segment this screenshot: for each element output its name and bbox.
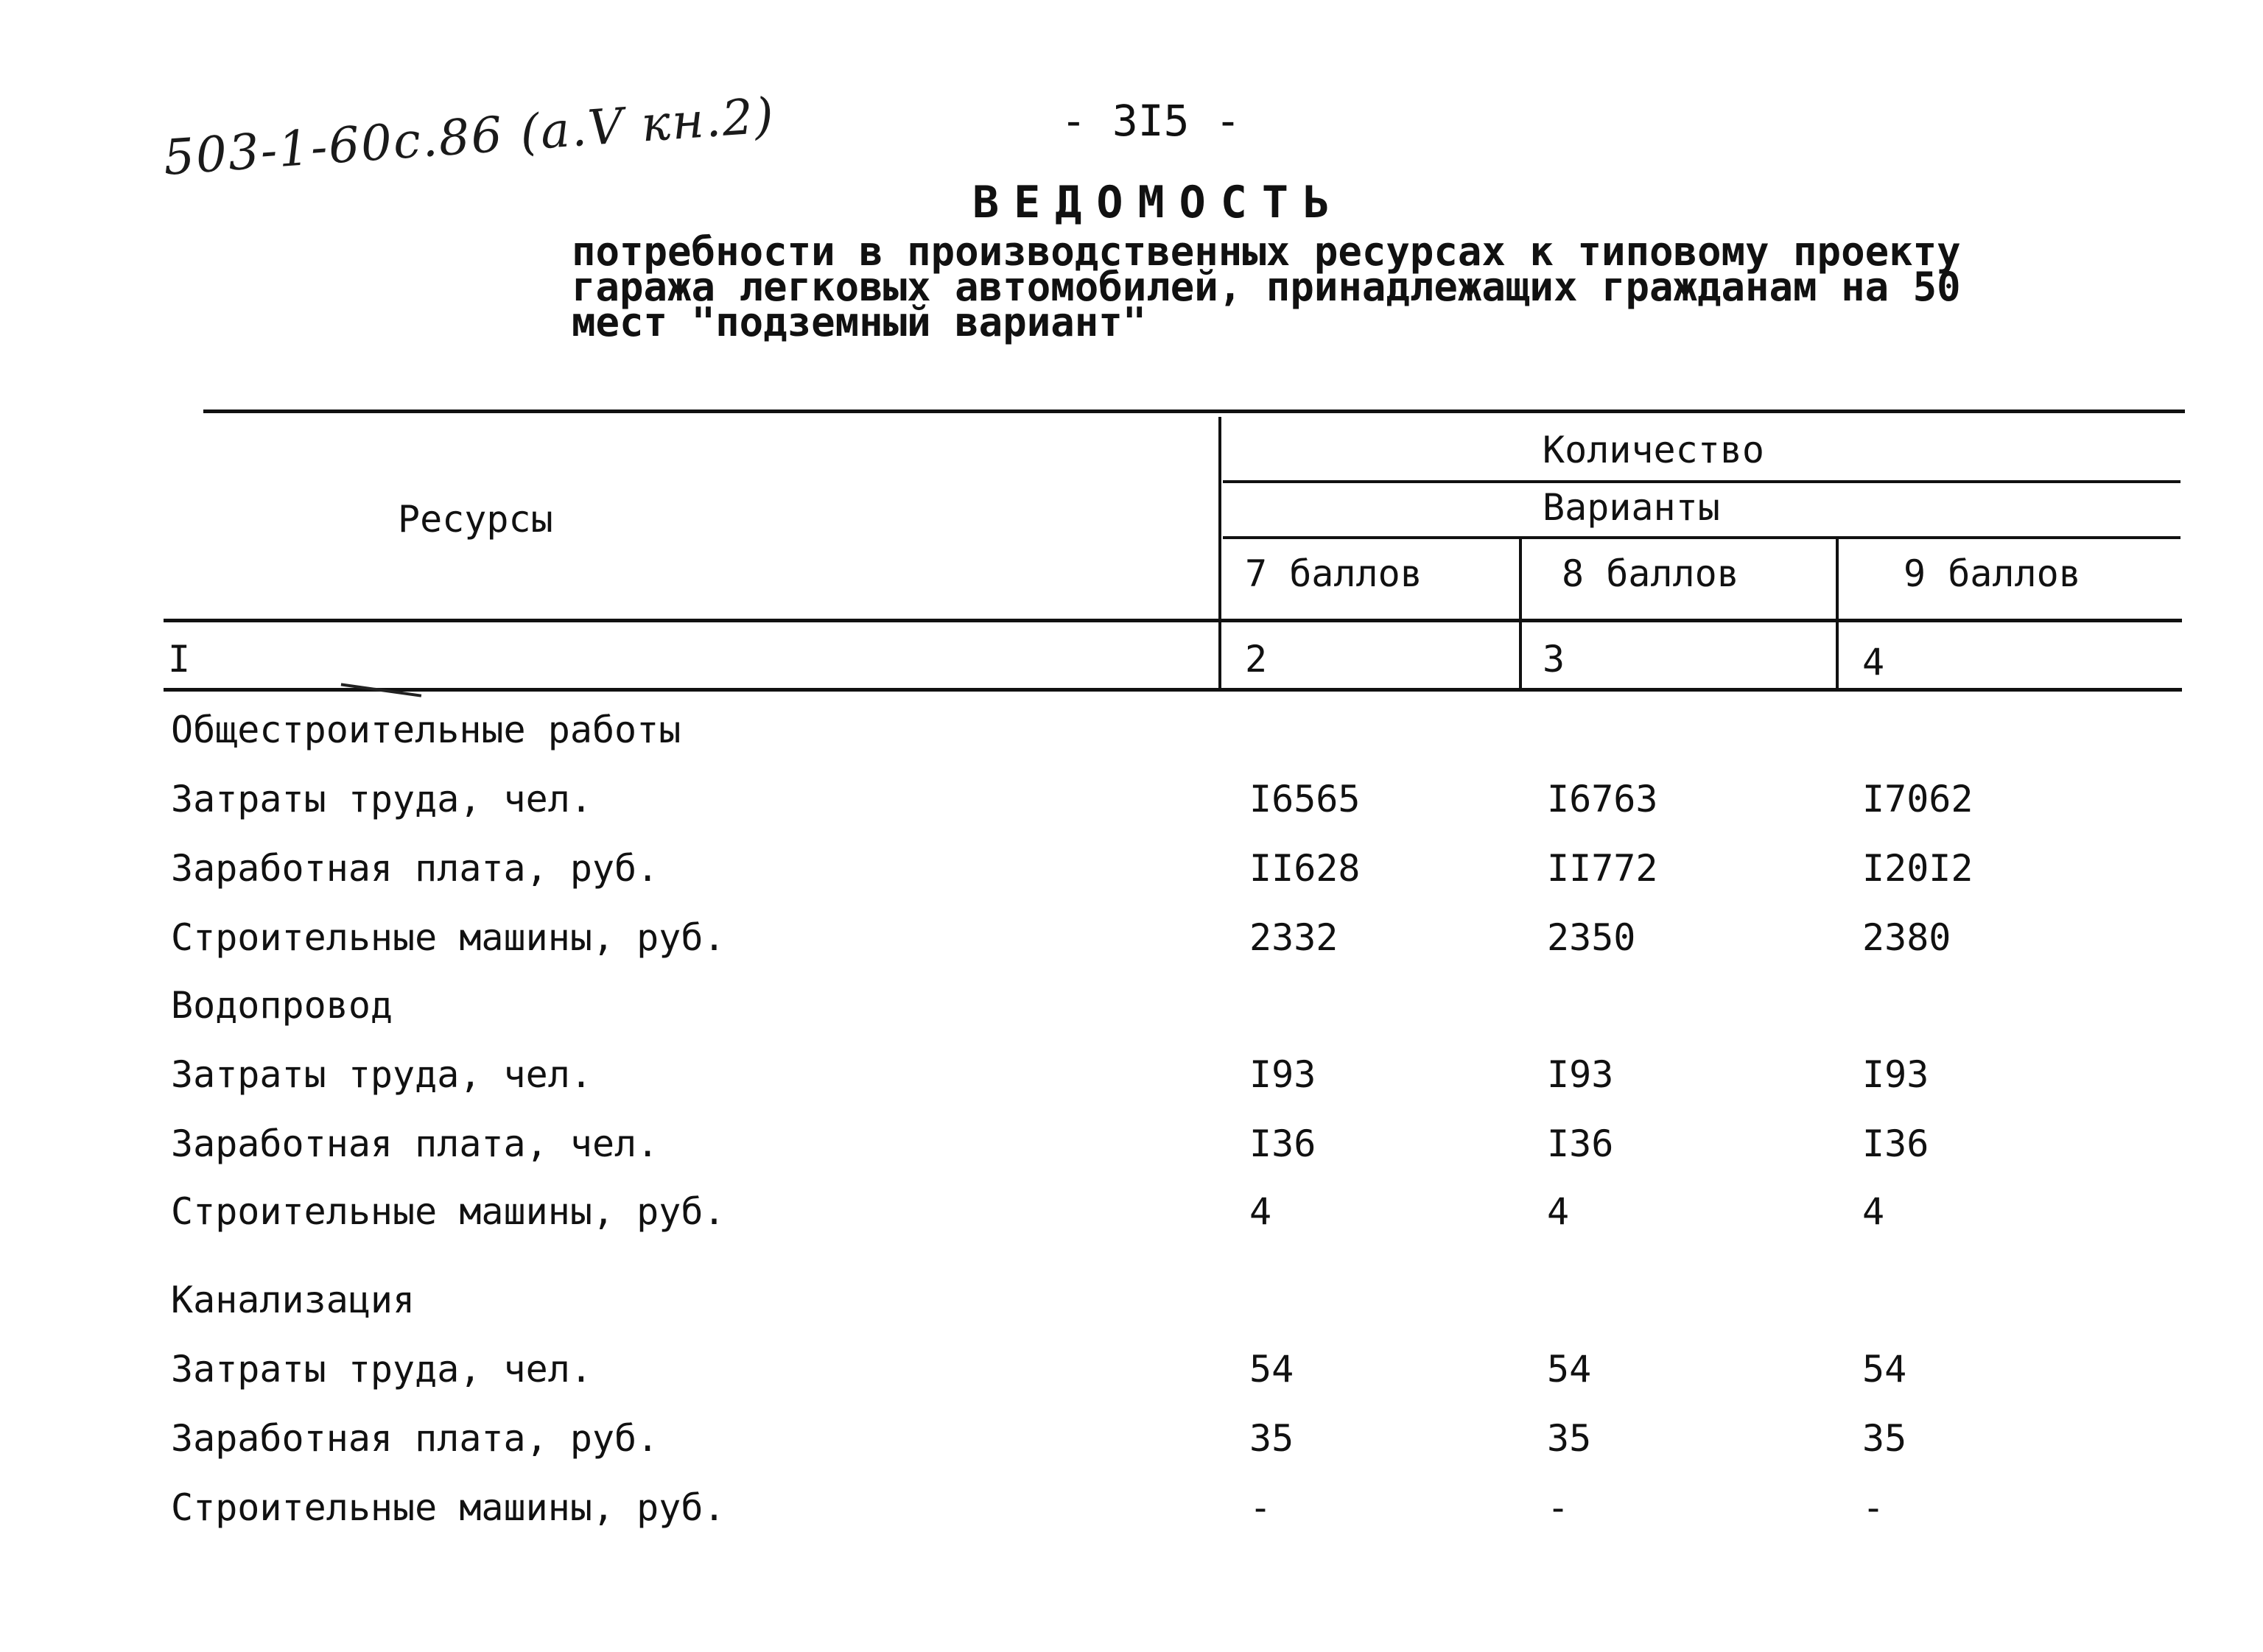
variant-column-8: 8 баллов (1562, 552, 1739, 595)
value-9-ballov: I7062 (1862, 778, 1973, 820)
column-number-3: 3 (1543, 638, 1565, 681)
value-7-ballov: - (1249, 1486, 1272, 1529)
value-9-ballov: I93 (1862, 1053, 1929, 1096)
value-8-ballov: II772 (1547, 847, 1658, 890)
value-9-ballov: - (1862, 1486, 1885, 1529)
handwritten-document-code: 503-1-60с.86 (а.V кн.2) (161, 87, 777, 186)
page-number: - 3I5 - (1061, 96, 1241, 146)
row-label: Затраты труда, чел. (171, 1348, 592, 1391)
pen-stroke-mark (340, 683, 421, 701)
row-label: Заработная плата, руб. (171, 1417, 659, 1460)
row-label: Строительные машины, руб. (171, 1486, 726, 1529)
document-subtitle (572, 228, 1961, 345)
value-7-ballov: 4 (1249, 1190, 1272, 1233)
value-7-ballov: 2332 (1249, 916, 1338, 959)
column-divider-3 (1836, 539, 1839, 691)
value-8-ballov: I36 (1547, 1122, 1614, 1165)
variants-header: Варианты (1543, 486, 1720, 529)
variants-header-rule (1223, 536, 2180, 539)
column-number-bottom-rule (164, 688, 2182, 692)
section-label: Общестроительные работы (171, 709, 681, 751)
value-7-ballov: I93 (1249, 1053, 1316, 1096)
subtitle-line-2: гаража легковых автомобилей, принадлежащих гражданам на 50 (572, 264, 1961, 310)
row-label: Заработная плата, руб. (171, 847, 659, 890)
column-number-1: I (168, 638, 191, 681)
column-divider-1 (1218, 417, 1221, 691)
row-label: Затраты труда, чел. (171, 778, 592, 820)
value-7-ballov: I6565 (1249, 778, 1361, 820)
row-label: Строительные машины, руб. (171, 916, 726, 959)
row-label: Заработная плата, чел. (171, 1122, 659, 1165)
document-title: ВЕДОМОСТЬ (972, 177, 1345, 228)
subtitle-line-3: мест "подземный вариант" (572, 299, 1147, 345)
value-9-ballov: 54 (1862, 1348, 1907, 1391)
subtitle-line-1: потребности в производственных ресурсах к типовому проекту (572, 228, 1961, 275)
quantity-header: Количество (1543, 429, 1765, 471)
value-8-ballov: 4 (1547, 1190, 1570, 1233)
value-9-ballov: I36 (1862, 1122, 1929, 1165)
value-8-ballov: 2350 (1547, 916, 1636, 959)
column-divider-2 (1519, 539, 1522, 691)
value-9-ballov: I20I2 (1862, 847, 1973, 890)
value-7-ballov: II628 (1249, 847, 1361, 890)
quantity-header-rule (1223, 480, 2180, 483)
section-label: Канализация (171, 1279, 415, 1321)
value-8-ballov: 54 (1547, 1348, 1592, 1391)
value-8-ballov: - (1547, 1486, 1570, 1529)
value-8-ballov: I6763 (1547, 778, 1658, 820)
column-number-top-rule (164, 619, 2182, 622)
row-label: Затраты труда, чел. (171, 1053, 592, 1096)
value-8-ballov: 35 (1547, 1417, 1592, 1460)
value-9-ballov: 2380 (1862, 916, 1951, 959)
column-number-2: 2 (1245, 638, 1268, 681)
value-8-ballov: I93 (1547, 1053, 1614, 1096)
variant-column-9: 9 баллов (1904, 552, 2081, 595)
row-label: Строительные машины, руб. (171, 1190, 726, 1233)
resources-header: Ресурсы (398, 498, 553, 541)
section-label: Водопровод (171, 984, 393, 1027)
value-7-ballov: I36 (1249, 1122, 1316, 1165)
value-9-ballov: 4 (1862, 1190, 1885, 1233)
value-7-ballov: 54 (1249, 1348, 1294, 1391)
column-number-4: 4 (1862, 641, 1885, 683)
value-9-ballov: 35 (1862, 1417, 1907, 1460)
value-7-ballov: 35 (1249, 1417, 1294, 1460)
variant-column-7: 7 баллов (1245, 552, 1422, 595)
table-top-rule (203, 410, 2185, 413)
